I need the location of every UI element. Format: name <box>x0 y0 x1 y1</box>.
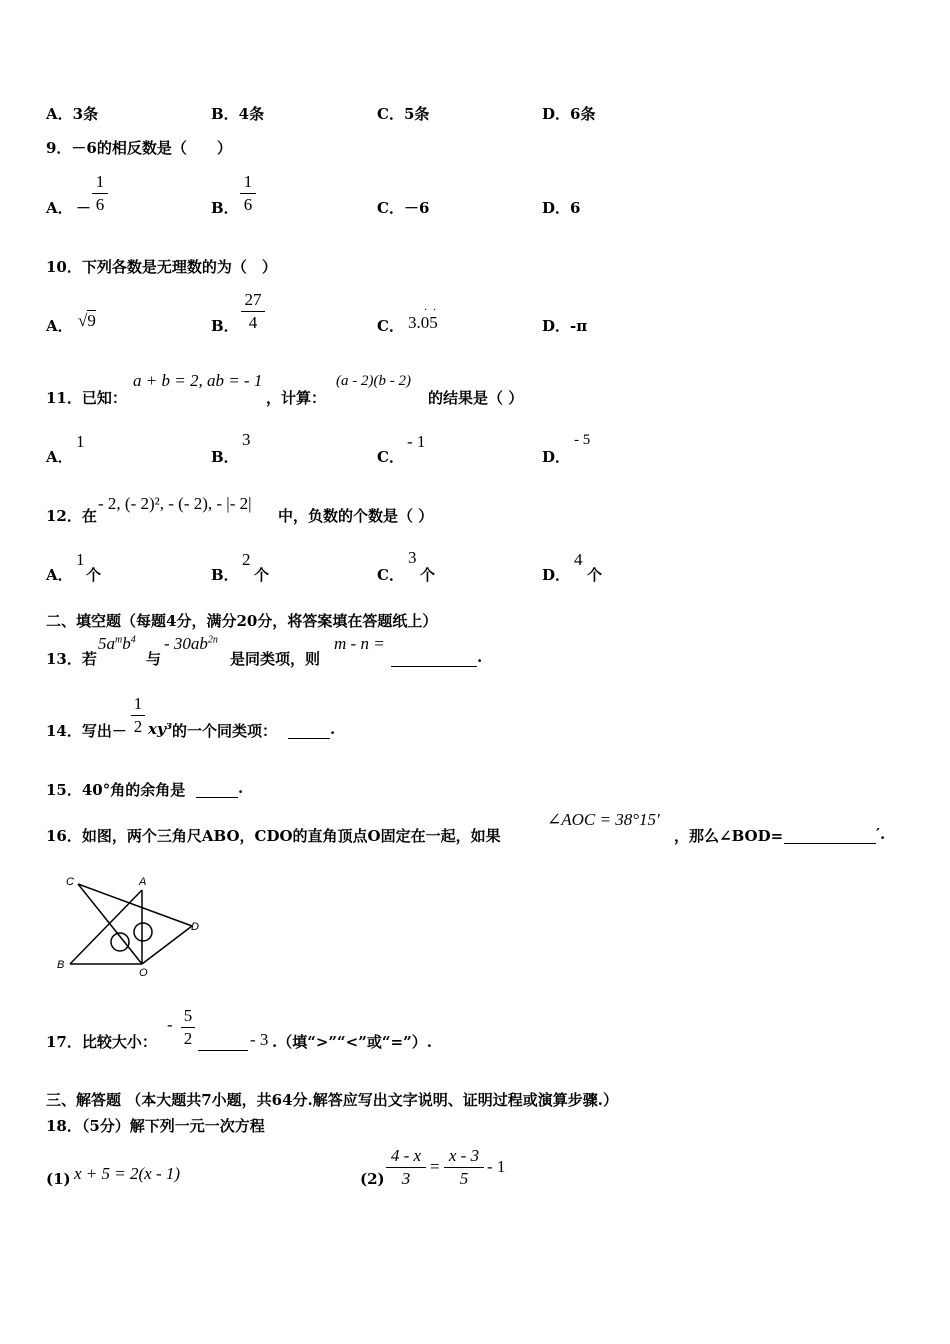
q12-option-c-unit: 个 <box>420 566 436 584</box>
q12-option-d-value: 4 <box>574 550 583 569</box>
q14-variable: xy³ <box>148 720 173 738</box>
q17-denominator: 2 <box>183 1029 193 1048</box>
q8-option-d: D．6条 <box>542 105 596 123</box>
q9-option-a-fraction <box>92 172 108 215</box>
q12-option-b-label: B． <box>211 566 239 584</box>
section-2-heading: 二、填空题（每题4分，满分20分，将答案填在答题纸上） <box>46 612 438 630</box>
q9-option-c: C．－6 <box>377 199 430 217</box>
q11-condition: a + b = 2, ab = - 1 <box>133 371 263 390</box>
q9-option-b-fraction <box>240 172 256 215</box>
q15-end: . <box>238 779 244 797</box>
q9-option-a-label: A． <box>46 199 73 217</box>
q11-option-c-label: C． <box>377 448 404 466</box>
q17-sign: - <box>167 1015 173 1034</box>
label-a: A <box>139 876 147 888</box>
angle-mark-circle <box>134 923 152 941</box>
q12-suffix: 中，负数的个数是（ ） <box>278 507 434 525</box>
q12-numbers: - 2, (- 2)², - (- 2), - |- 2| <box>98 494 252 513</box>
q16-end: ′. <box>876 825 886 843</box>
q11-option-a-value: 1 <box>76 432 85 451</box>
q15-text: 15．40°角的余角是 <box>46 781 186 799</box>
q14-prefix: 14．写出－ <box>46 722 127 740</box>
q8-option-c: C．5条 <box>377 105 430 123</box>
q10-b-denominator: 4 <box>248 313 258 332</box>
q10-option-a-radicand: 9 <box>87 311 96 330</box>
q12-option-a-unit: 个 <box>86 566 102 584</box>
q10-b-numerator: 27 <box>244 290 262 309</box>
q14-suffix: 的一个同类项： <box>172 722 278 740</box>
q8-option-b: B．4条 <box>211 105 265 123</box>
q9-stem: 9．－6的相反数是（ ） <box>46 139 232 157</box>
q13-end: . <box>477 648 483 666</box>
q14-denominator: 2 <box>133 717 143 736</box>
q11-option-d-value: - 5 <box>574 432 591 448</box>
q11-option-a-label: A． <box>46 448 73 466</box>
q12-option-d-label: D． <box>542 566 571 584</box>
q10-stem: 10．下列各数是无理数的为（ ） <box>46 258 277 276</box>
q14-answer-blank[interactable] <box>288 720 335 739</box>
q18-part-2-right-fraction <box>444 1146 484 1189</box>
q10-option-c-value: 3.05 <box>408 313 438 332</box>
q12-option-a-value: 1 <box>76 550 85 569</box>
q9-option-b-label: B． <box>211 199 239 217</box>
q11-suffix: 的结果是（ ） <box>428 389 524 407</box>
q18-left-denominator: 3 <box>401 1169 411 1188</box>
q8-option-a: A．3条 <box>46 105 99 123</box>
q17-rhs: - 3 <box>250 1030 269 1049</box>
q9-a-denominator: 6 <box>95 195 105 214</box>
q13-mid-2: 是同类项，则 <box>230 650 321 668</box>
q18-part-2-label: (2) <box>360 1170 385 1188</box>
q13-answer-blank[interactable] <box>391 648 482 667</box>
q10-option-d: D．-π <box>542 317 588 335</box>
edge-ab <box>70 890 142 964</box>
q10-option-c-label: C． <box>377 317 404 335</box>
q9-b-denominator: 6 <box>243 195 253 214</box>
q18-part-2-left-fraction <box>386 1146 426 1189</box>
q9-a-numerator: 1 <box>95 172 105 191</box>
q18-left-numerator: 4 - x <box>390 1146 422 1165</box>
q12-option-c-value: 3 <box>408 548 417 567</box>
q17-prefix: 17．比较大小： <box>46 1033 157 1051</box>
q18-right-numerator: x - 3 <box>448 1146 480 1165</box>
q18-part-2-tail: - 1 <box>487 1157 506 1176</box>
q11-mid: ，计算： <box>266 389 327 407</box>
q13-mid-1: 与 <box>146 650 162 668</box>
q18-right-denominator: 5 <box>459 1169 469 1188</box>
q9-option-d: D．6 <box>542 199 581 217</box>
q16-mid: ，那么∠BOD= <box>674 827 784 845</box>
q12-option-b-unit: 个 <box>254 566 270 584</box>
q10-option-a-sqrt: √9 <box>78 311 96 330</box>
q9-b-numerator: 1 <box>243 172 253 191</box>
q13-expression: m - n = <box>334 634 385 653</box>
q18-part-1-equation: x + 5 = 2(x - 1) <box>74 1164 181 1183</box>
q12-option-c-label: C． <box>377 566 404 584</box>
label-d: D <box>191 921 199 933</box>
q14-end: . <box>330 720 336 738</box>
q13-term-2: - $30ab^{2n}$ <box>164 634 218 653</box>
q11-prefix: 11．已知： <box>46 389 127 407</box>
q9-option-a-sign: － <box>76 199 92 217</box>
q14-fraction <box>131 694 145 737</box>
q14-numerator: 1 <box>133 694 143 713</box>
q11-option-d-label: D． <box>542 448 571 466</box>
q11-option-c-value: - 1 <box>407 432 426 451</box>
triangle-figure <box>50 870 210 980</box>
q12-option-a-label: A． <box>46 566 73 584</box>
q11-expression: (a - 2)(b - 2) <box>336 373 411 389</box>
q18-stem: 18．（5分）解下列一元一次方程 <box>46 1117 265 1135</box>
q13-prefix: 13．若 <box>46 650 97 668</box>
q15-answer-blank[interactable] <box>196 779 243 798</box>
q17-numerator: 5 <box>183 1006 193 1025</box>
q12-option-d-unit: 个 <box>587 566 603 584</box>
q10-option-b-fraction <box>241 290 265 333</box>
q12-option-b-value: 2 <box>242 550 251 569</box>
q10-option-b-label: B． <box>211 317 239 335</box>
q13-term-1: $5a^mb^4$ <box>98 634 136 653</box>
q18-part-1-label: (1) <box>46 1170 71 1188</box>
label-o: O <box>139 967 148 979</box>
q17-suffix: .（填“>”“<”或“=”）. <box>272 1033 432 1051</box>
q17-answer-blank[interactable] <box>198 1031 248 1051</box>
q18-part-2-equals: = <box>430 1157 440 1176</box>
q11-option-b-label: B． <box>211 448 239 466</box>
q12-prefix: 12．在 <box>46 507 97 525</box>
label-b: B <box>57 959 65 971</box>
section-3-heading: 三、解答题 （本大题共7小题，共64分.解答应写出文字说明、证明过程或演算步骤.） <box>46 1091 618 1109</box>
edge-do <box>142 926 192 964</box>
q16-answer-blank[interactable] <box>784 825 885 844</box>
label-c: C <box>66 876 74 888</box>
repeating-dot-icon: · <box>433 305 437 316</box>
q17-fraction <box>181 1006 195 1049</box>
repeating-dot-icon: · <box>424 305 428 316</box>
q16-condition: ∠AOC = 38°15′ <box>547 810 660 829</box>
q16-prefix: 16．如图，两个三角尺ABO，CDO的直角顶点O固定在一起，如果 <box>46 827 501 845</box>
q11-option-b-value: 3 <box>242 430 251 449</box>
q10-option-a-label: A． <box>46 317 73 335</box>
